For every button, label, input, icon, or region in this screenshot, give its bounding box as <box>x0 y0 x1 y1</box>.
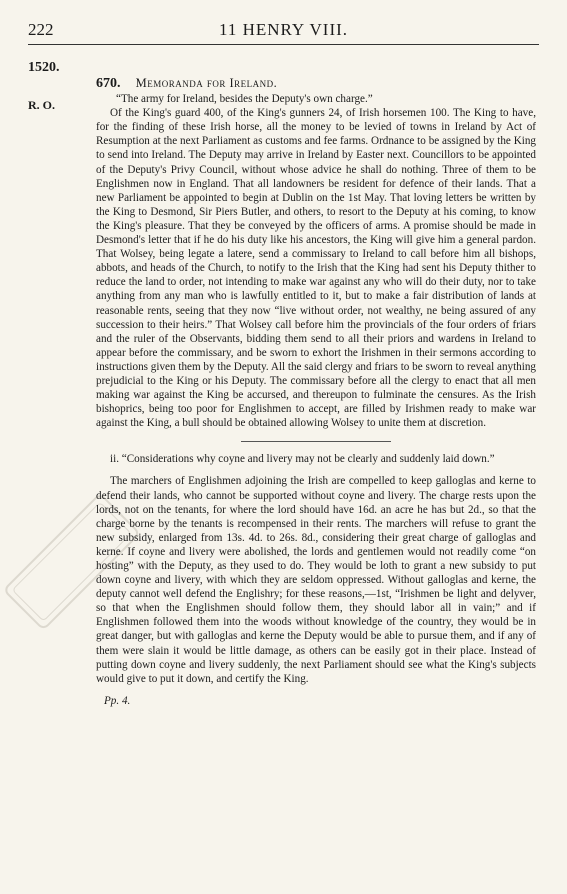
entry-summary: “The army for Ireland, besides the Deputy's own charge.” <box>116 93 373 106</box>
entry-title: Memoranda for Ireland. <box>135 76 278 90</box>
sub-heading: ii. “Considerations why coyne and livery may not be clearly and suddenly laid down.” <box>110 453 495 466</box>
entry-paragraph-2: The marchers of Englishmen adjoining the Irish are compelled to keep galloglas and kerne to defend their lands, who cannot be supported without coyne and livery. The charge rests upon the lords, not on the tenants, for where the lord should have 16d. an acre he has but 2d., so that the charge borne by the tenants is recompensed in their rents. The marchers will refuse to grant the new subsidy, enlarged from 13s. 4d. to 26s. 8d., considering their great charge of galloglas and kerne. If coyne and livery were abolished, the lords and gentlemen would not readily come “on hosting” with the Deputy, as they used to do. They would be loth to grant a new subsidy to put down coyne and livery, with which they are seldom oppressed. Without galloglas and kerne, the deputy cannot well defend the Englishry; for these reasons,—1st, “Irishmen be light and delyver, so that when the Englishmen should follow them, they should labor all in vain;” and if Englishmen followed them into the woods without knowledge of the country, they would be in great danger, but with galloglas and kerne the Deputy would be able to pursue them, and if any of them were slain it would be little damage, as others can be easily got in their place. Instead of putting down coyne and livery suddenly, the next Parliament should see what the King's subjects would give to put it down, and certify the King. <box>96 475 536 685</box>
running-head <box>28 20 539 42</box>
entry-paragraph-1: Of the King's guard 400, of the King's gunners 24, of Irish horsemen 100. The King to have, for the finding of these Irish horse, all the money to be levied of towns in Ireland by Act of Resumption at the next Parliament as customs and fee farms. Ordnance to be assigned by the King to send into Ireland. The Deputy may arrive in Ireland by Easter next. Councillors to be appointed of the Deputy's Privy Council, without whose advice he shall do nothing. Three of them to be Englishmen now in England. That all landowners be resident for defence of their lands. That a new Parliament be appointed to begin at Dublin on the 1st May. That loving letters be written by the King to Desmond, Sir Piers Butler, and others, to resort to the Deputy at his coming, to know the King's pleasure. That they be conveyed by the officers of arms. A promise should be made in Desmond's letter that if he do his duty like his ancestors, the King will give him a general pardon. That Wolsey, being legate a latere, send a commissary to Ireland to call before him all bishops, abbots, and heads of the Church, to notify to the Irish that the King had sent his Deputy thither to reduce the land to order, not intending to make war against any who will do their duty, nor to take anything from any man who is lawfully entitled to it, but to make a fair distribution of lands at reasonable rents, seeing that they now “live without order, not wealthy, ne being assured of any succession to their heirs.” That Wolsey call before him the provincials of the four orders of friars and the ruler of the Observants, bidding them send to all their priors and wardens in Ireland to appear before the commissary, and be sworn to exhort the Irishmen in their sermons according to instructions given them by the Deputy. All the said clergy and friars to be sworn to reveal anything prejudicial to the King or his Deputy. The commissary before all the clergy to enact that all men making war against the King be accursed, and thereupon to fulminate the censures. As the Irish bishoprics, being too poor for Englishmen to accept, are filled by Irishmen ready to make war against the King, a bull should be obtained allowing Wolsey to unite them at discretion. <box>96 107 536 430</box>
entry-number: 670. <box>96 76 121 91</box>
section-divider <box>241 441 391 442</box>
margin-source: R. O. <box>28 98 55 112</box>
running-title: 11 HENRY VIII. <box>218 20 349 39</box>
entry-heading <box>96 76 536 91</box>
page-number: 222 <box>28 20 54 39</box>
page-count: Pp. 4. <box>104 694 131 707</box>
margin-year: 1520. <box>28 60 60 75</box>
header-rule <box>28 44 539 45</box>
entry-body <box>96 76 536 708</box>
